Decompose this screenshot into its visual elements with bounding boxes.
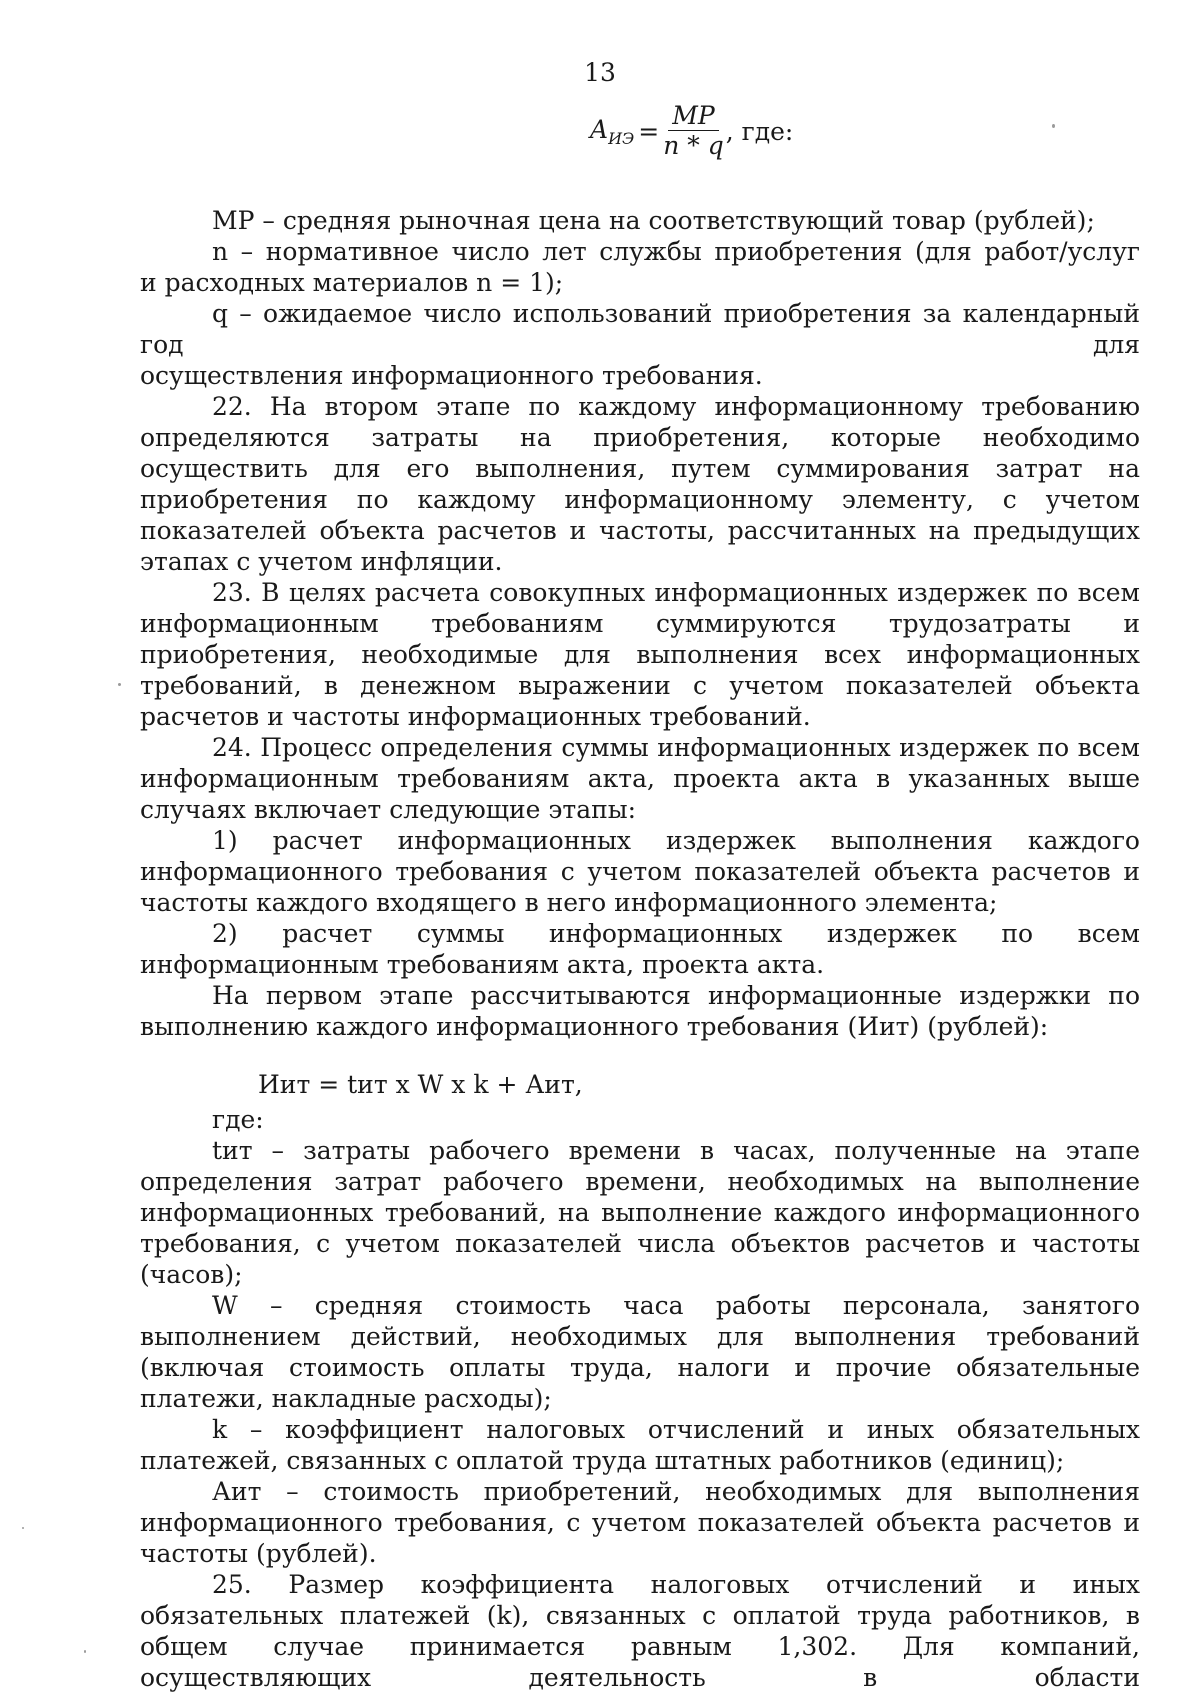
formula-equals: = <box>638 117 660 146</box>
formula-tail: , где: <box>725 117 794 146</box>
paragraph-where: где: <box>212 1105 264 1134</box>
paragraph-25: 25. Размер коэффициента налоговых отчислений и иных обязательных платежей (k), связанных с оплатой труда работников, в общем случае принимается равным 1,302. Для компаний, осуществляющих деятельность в области <box>140 1570 1140 1692</box>
paragraph-q-line2: осуществления информационного требования. <box>140 361 763 390</box>
scan-speck <box>1052 124 1055 128</box>
paragraph-first-stage: На первом этапе рассчитываются информационные издержки по выполнению каждого информационного требования (Иит) (рублей): <box>140 981 1140 1041</box>
body-text <box>140 205 1140 1693</box>
paragraph-ait: Аит – стоимость приобретений, необходимых для выполнения информационного требования, с учетом показателей объекта расчетов и частоты (рублей). <box>140 1477 1140 1568</box>
formula-a-ie <box>590 102 793 161</box>
paragraph-22: 22. На втором этапе по каждому информационному требованию определяются затраты на приобретения, которые необходимо осуществить для его выполнения, путем суммирования затрат на приобретения по каждому информационному элементу, с учетом показателей объекта расчетов и частоты, рассчитанных на предыдущих этапах с учетом инфляции. <box>140 392 1140 576</box>
paragraph-k: k – коэффициент налоговых отчислений и иных обязательных платежей, связанных с оплатой труда штатных работников (единиц); <box>140 1415 1140 1475</box>
paragraph-step-2: 2) расчет суммы информационных издержек по всем информационным требованиям акта, проекта акта. <box>140 919 1140 979</box>
paragraph-tit: tит – затраты рабочего времени в часах, полученные на этапе определения затрат рабочего времени, необходимых на выполнение информационных требований, на выполнение каждого информационного требования, с учетом показателей числа объектов расчетов и частоты (часов); <box>140 1136 1140 1289</box>
paragraph-n-line2: и расходных материалов n = 1); <box>140 268 564 297</box>
scan-speck <box>22 1527 24 1529</box>
paragraph-24: 24. Процесс определения суммы информационных издержек по всем информационным требованиям акта, проекта акта в указанных выше случаях включает следующие этапы: <box>140 733 1140 824</box>
formula-iit: Иит = tит x W x k + Аит, <box>258 1070 583 1099</box>
paragraph-mp: МР – средняя рыночная цена на соответствующий товар (рублей); <box>212 206 1095 235</box>
scan-speck <box>118 683 121 686</box>
paragraph-w: W – средняя стоимость часа работы персонала, занятого выполнением действий, необходимых для выполнения требований (включая стоимость оплаты труда, налоги и прочие обязательные платежи, накладные расходы); <box>140 1291 1140 1413</box>
paragraph-q-line1: q – ожидаемое число использований приобретения за календарный год для <box>140 299 1140 359</box>
formula-denominator: n * q <box>663 131 724 160</box>
paragraph-n-line1: n – нормативное число лет службы приобретения (для работ/услуг <box>212 237 1140 266</box>
paragraph-step-1: 1) расчет информационных издержек выполнения каждого информационного требования с учетом показателей объекта расчетов и частоты каждого входящего в него информационного элемента; <box>140 826 1140 917</box>
scan-speck <box>84 1650 86 1653</box>
page-number: 13 <box>584 58 616 87</box>
formula-lhs: $A_{ИЭ}$ <box>590 115 635 148</box>
formula-fraction <box>663 102 724 161</box>
formula-numerator: MP <box>668 102 718 131</box>
paragraph-23: 23. В целях расчета совокупных информационных издержек по всем информационным требованиям суммируются трудозатраты и приобретения, необходимые для выполнения всех информационных требований, в денежном выражении с учетом показателей объекта расчетов и частоты информационных требований. <box>140 578 1140 731</box>
